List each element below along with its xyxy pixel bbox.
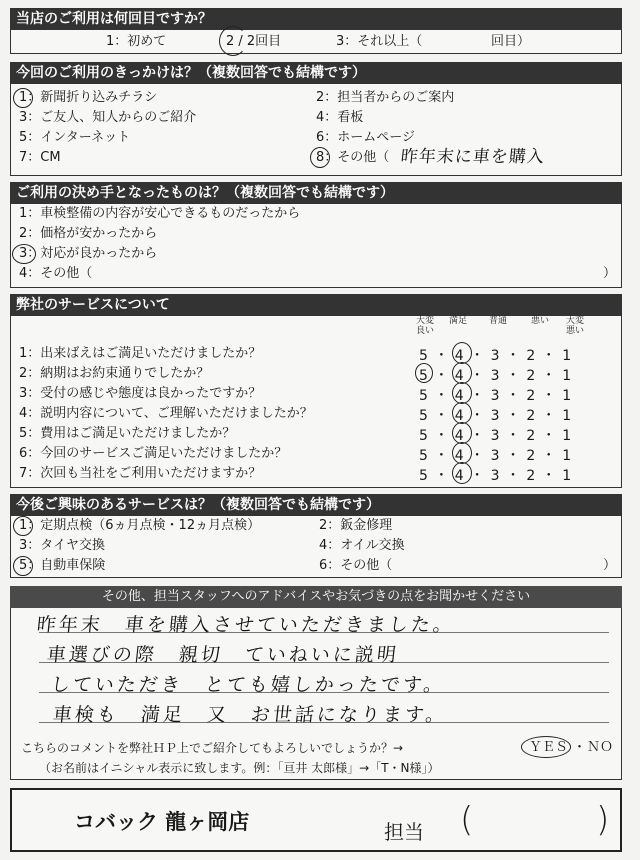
section-trigger-title: 今回のご利用のきっかけは？（複数回答でも結構です） bbox=[10, 62, 622, 84]
scale-header-bad: 悪い bbox=[531, 316, 550, 326]
staff-name-field[interactable] bbox=[480, 804, 590, 840]
service-rating-1[interactable]: 5 ・ 4 ・ 3 ・ 2 ・ 1 bbox=[419, 348, 573, 364]
section-interest-title: 今後ご興味のあるサービスは？（複数回答でも結構です） bbox=[10, 494, 622, 516]
selected-circle-mark bbox=[13, 556, 33, 576]
service-question-5: 5：費用はご満足いただけましたか？ bbox=[19, 426, 236, 441]
section-visit-count-title: 当店のご利用は何回目ですか？ bbox=[10, 8, 622, 30]
interest-option-1[interactable]: 1：定期点検（6ヵ月点検・12ヵ月点検） bbox=[19, 518, 261, 533]
section-visit-count bbox=[10, 30, 622, 54]
visit-option-second[interactable]: 2 / 2回目 bbox=[226, 34, 282, 49]
selected-circle-mark bbox=[452, 382, 472, 404]
comment-line-1: 昨年末 車を購入させていただきました。 bbox=[35, 614, 457, 636]
service-rating-6[interactable]: 5 ・ 4 ・ 3 ・ 2 ・ 1 bbox=[419, 448, 573, 464]
section-service bbox=[10, 316, 622, 488]
service-rating-2[interactable]: 5 ・ 4 ・ 3 ・ 2 ・ 1 bbox=[419, 368, 573, 384]
comment-line-4: 車検も 満足 又 お世話になります。 bbox=[51, 704, 449, 726]
service-question-3: 3：受付の感じや態度は良かったですか？ bbox=[19, 386, 262, 401]
visit-option-more[interactable]: 3：それ以上（ bbox=[336, 34, 423, 49]
consent-yes-option[interactable]: ＹＥＳ bbox=[529, 740, 569, 755]
selected-circle-mark bbox=[13, 516, 33, 536]
service-rating-4[interactable]: 5 ・ 4 ・ 3 ・ 2 ・ 1 bbox=[419, 408, 573, 424]
selected-circle-mark bbox=[452, 362, 472, 384]
section-interest bbox=[10, 516, 622, 578]
staff-label: 担当 bbox=[384, 820, 424, 844]
section-comments-title: その他、担当スタッフへのアドバイスやお気づきの点をお聞かせください bbox=[10, 586, 622, 608]
decision-option-4[interactable]: 4：その他（ bbox=[19, 266, 93, 281]
trigger-option-8[interactable]: 8：その他（ bbox=[316, 150, 390, 165]
interest-other-close: ） bbox=[603, 558, 617, 573]
service-rating-5[interactable]: 5 ・ 4 ・ 3 ・ 2 ・ 1 bbox=[419, 428, 573, 444]
service-question-7: 7：次回も当社をご利用いただけますか？ bbox=[19, 466, 262, 481]
scale-header-very-good: 大変良い bbox=[415, 316, 434, 336]
selected-circle-mark bbox=[415, 363, 433, 383]
trigger-option-7[interactable]: 7：CM bbox=[19, 150, 61, 165]
hp-consent-question: こちらのコメントを弊社ＨＰ上でご紹介してもよろしいでしょうか？→ bbox=[21, 741, 404, 755]
service-question-4: 4：説明内容について、ご理解いただけましたか？ bbox=[19, 406, 313, 421]
shop-footer bbox=[10, 788, 622, 852]
initial-display-note: （お名前はイニシャル表示に致します。例：「亘井 太郎様」→「T・N様」） bbox=[39, 761, 440, 775]
visit-option-more-suffix: 回目） bbox=[491, 34, 531, 49]
scale-header-very-bad: 大変悪い bbox=[565, 316, 584, 336]
trigger-option-6[interactable]: 6：ホームページ bbox=[316, 130, 416, 145]
interest-option-5[interactable]: 5：自動車保険 bbox=[19, 558, 106, 573]
consent-separator: ・ bbox=[573, 740, 587, 755]
decision-option-1[interactable]: 1：車検整備の内容が安心できるものだったから bbox=[19, 206, 301, 221]
trigger-option-5[interactable]: 5：インターネット bbox=[19, 130, 131, 145]
scale-header-satisfied: 満足 bbox=[449, 316, 468, 326]
selected-circle-mark bbox=[13, 88, 33, 108]
section-comments bbox=[10, 608, 622, 780]
comment-line-2: 車選びの際 親切 ていねいに説明 bbox=[45, 644, 401, 666]
section-decision bbox=[10, 204, 622, 288]
decision-option-3[interactable]: 3：対応が良かったから bbox=[19, 246, 158, 261]
selected-circle-mark bbox=[452, 462, 472, 484]
selected-circle-mark bbox=[12, 244, 36, 264]
service-rating-3[interactable]: 5 ・ 4 ・ 3 ・ 2 ・ 1 bbox=[419, 388, 573, 404]
service-question-6: 6：今回のサービスご満足いただけましたか？ bbox=[19, 446, 288, 461]
section-service-title: 弊社のサービスについて bbox=[10, 294, 622, 316]
selected-circle-mark bbox=[219, 26, 247, 56]
trigger-option-2[interactable]: 2：担当者からのご案内 bbox=[316, 90, 455, 105]
trigger-other-handwritten: 昨年末に車を購入 bbox=[399, 147, 546, 167]
interest-option-2[interactable]: 2：鈑金修理 bbox=[319, 518, 393, 533]
section-decision-title: ご利用の決め手となったものは？（複数回答でも結構です） bbox=[10, 182, 622, 204]
selected-circle-mark bbox=[452, 422, 472, 444]
visit-option-first[interactable]: 1：初めて bbox=[106, 34, 167, 49]
selected-circle-mark bbox=[521, 736, 571, 758]
decision-other-close: ） bbox=[603, 266, 617, 281]
staff-paren-close: ) bbox=[596, 800, 610, 840]
consent-no-option[interactable]: ＮＯ bbox=[587, 740, 614, 755]
service-question-1: 1：出来ばえはご満足いただけましたか？ bbox=[19, 346, 262, 361]
selected-circle-mark bbox=[452, 402, 472, 424]
staff-paren-open: ( bbox=[460, 800, 474, 840]
shop-name: コバック 龍ヶ岡店 bbox=[74, 810, 250, 834]
trigger-option-4[interactable]: 4：看板 bbox=[316, 110, 364, 125]
decision-option-2[interactable]: 2：価格が安かったから bbox=[19, 226, 158, 241]
interest-option-6[interactable]: 6：その他（ bbox=[319, 558, 393, 573]
interest-option-3[interactable]: 3：タイヤ交換 bbox=[19, 538, 106, 553]
scale-header-normal: 普通 bbox=[489, 316, 508, 326]
service-rating-7[interactable]: 5 ・ 4 ・ 3 ・ 2 ・ 1 bbox=[419, 468, 573, 484]
interest-option-4[interactable]: 4：オイル交換 bbox=[319, 538, 405, 553]
selected-circle-mark bbox=[452, 442, 472, 464]
selected-circle-mark bbox=[452, 342, 472, 364]
selected-circle-mark bbox=[310, 147, 330, 168]
section-trigger bbox=[10, 84, 622, 176]
trigger-option-1[interactable]: 1：新聞折り込みチラシ bbox=[19, 90, 158, 105]
comment-line-3: していただき とても嬉しかったです。 bbox=[49, 674, 447, 696]
service-question-2: 2：納期はお約束通りでしたか？ bbox=[19, 366, 210, 381]
trigger-option-3[interactable]: 3：ご友人、知人からのご紹介 bbox=[19, 110, 197, 125]
